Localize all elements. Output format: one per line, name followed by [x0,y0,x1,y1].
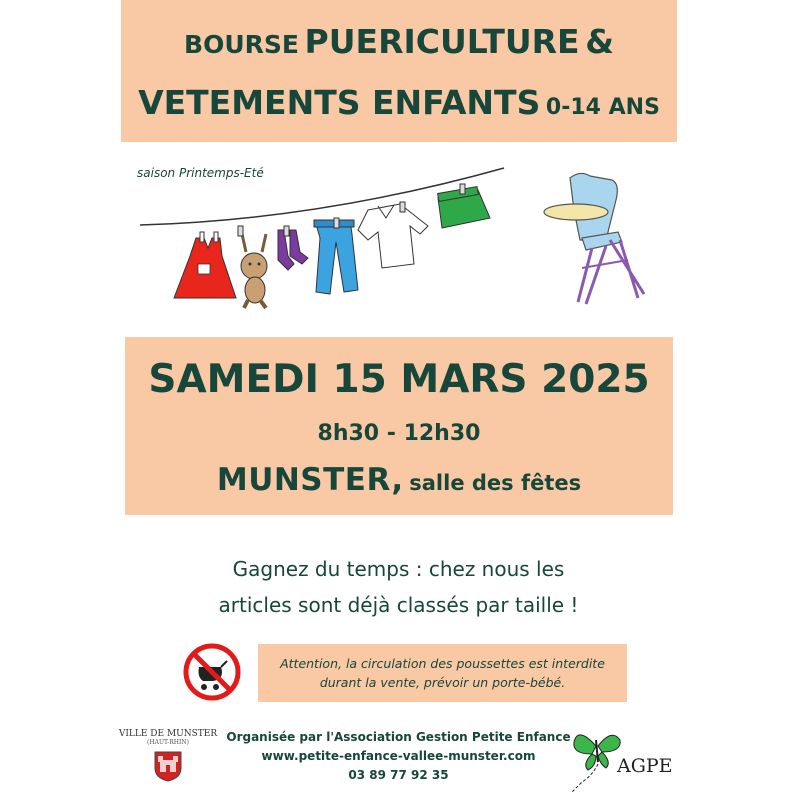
title-ages: 0-14 ANS [545,95,660,120]
title-word-bourse: BOURSE [184,30,299,59]
organizer-name: Organisée par l'Association Gestion Petite Enfance [226,730,571,744]
clothesline-illustration [138,160,508,310]
tagline-line-2: articles sont déjà classés par taille ! [218,593,579,617]
title-banner [121,0,677,142]
title-line-2 [121,83,677,122]
title-vetements: VETEMENTS ENFANTS [138,83,541,122]
organizer-website: www.petite-enfance-vallee-munster.com [261,749,536,763]
agpe-logo-text: AGPE [617,755,673,777]
event-city: MUNSTER, [216,462,404,498]
organizer-info [0,728,797,785]
high-chair-illustration [540,170,660,310]
event-location [125,462,673,498]
event-venue: salle des fêtes [409,471,582,495]
title-ampersand: & [585,22,614,61]
organizer-phone: 03 89 77 92 35 [348,768,449,782]
event-date: SAMEDI 15 MARS 2025 [148,357,650,402]
warning-line-2: durant la vente, prévoir un porte-bébé. [319,675,566,690]
event-time: 8h30 - 12h30 [317,421,481,446]
no-stroller-icon [183,643,241,701]
season-label: saison Printemps-Eté [137,166,264,180]
warning-line-1: Attention, la circulation des poussettes est interdite [280,656,605,671]
title-line-1 [121,22,677,61]
title-word-puericulture: PUERICULTURE [304,22,580,61]
mairie-name: VILLE DE MUNSTER [118,729,218,739]
stroller-warning [258,644,627,702]
tagline-line-1: Gagnez du temps : chez nous les [232,557,565,581]
event-banner [125,337,673,515]
mairie-subtitle: (HAUT-RHIN) [147,739,189,746]
